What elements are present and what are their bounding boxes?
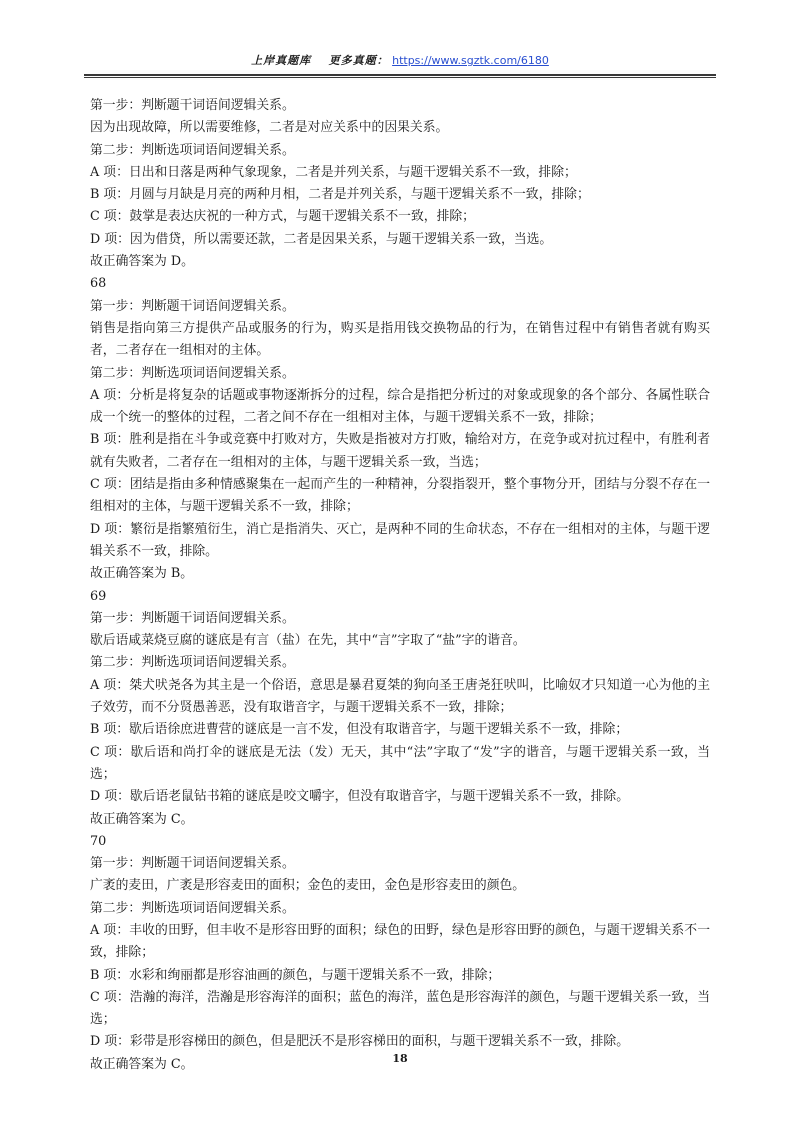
paragraph: C 项：浩瀚的海洋，浩瀚是形容海洋的面积；蓝色的海洋，蓝色是形容海洋的颜色，与题干逻辑关系一致，当选；: [90, 989, 710, 1028]
paragraph: 歇后语咸菜烧豆腐的谜底是有言（盐）在先，其中“言”字取了“盐”字的谐音。: [90, 633, 526, 649]
answer-line: 故正确答案为 D。: [90, 254, 194, 270]
answer-line: 故正确答案为 B。: [90, 566, 194, 582]
paragraph: 第一步：判断题干词语间逻辑关系。: [90, 98, 295, 113]
question-number: 70: [90, 833, 107, 849]
paragraph: A 项：日出和日落是两种气象现象，二者是并列关系，与题干逻辑关系不一致，排除；: [90, 164, 577, 180]
question-number: 69: [90, 588, 107, 604]
paragraph: 因为出现故障，所以需要维修，二者是对应关系中的因果关系。: [90, 120, 449, 136]
paragraph: B 项：月圆与月缺是月亮的两种月相，二者是并列关系，与题干逻辑关系不一致，排除；: [90, 187, 590, 203]
paragraph: 第二步：判断选项词语间逻辑关系。: [90, 365, 295, 381]
paragraph: D 项：彩带是形容梯田的颜色，但是肥沃不是形容梯田的面积，与题干逻辑关系不一致，排除。: [90, 1034, 629, 1050]
paragraph: D 项：因为借贷，所以需要还款，二者是因果关系，与题干逻辑关系一致，当选。: [90, 231, 553, 247]
paragraph: 第二步：判断选项词语间逻辑关系。: [90, 142, 295, 158]
answer-line: 故正确答案为 C。: [90, 811, 194, 827]
paragraph: D 项：繁衍是指繁殖衍生，消亡是指消失、灭亡，是两种不同的生命状态，不存在一组相对的主体，与题干逻辑关系不一致，排除。: [90, 521, 710, 559]
paragraph: 第一步：判断题干词语间逻辑关系。: [90, 298, 295, 314]
paragraph: 第一步：判断题干词语间逻辑关系。: [90, 856, 295, 872]
paragraph: 第二步：判断选项词语间逻辑关系。: [90, 655, 295, 671]
paragraph: D 项：歇后语老鼠钻书箱的谜底是咬文嚼字，但没有取谐音字，与题干逻辑关系不一致，排除。: [90, 789, 629, 805]
header-more-label: 更多真题：: [328, 54, 389, 67]
paragraph: 销售是指向第三方提供产品或服务的行为，购买是指用钱交换物品的行为，在销售过程中有销售者就有购买者，二者存在一组相对的主体。: [90, 320, 710, 359]
header-link[interactable]: https://www.sgztk.com/6180: [392, 54, 549, 67]
document-body: [90, 95, 710, 1076]
paragraph: B 项：胜利是指在斗争或竞赛中打败对方，失败是指被对方打败，输给对方，在竞争或对抗过程中，有胜利者就有失败者，二者存在一组相对的主体，与题干逻辑关系一致，当选；: [90, 432, 710, 470]
paragraph: C 项：团结是指由多种情感聚集在一起而产生的一种精神，分裂指裂开，整个事物分开，团结与分裂不存在一组相对的主体，与题干逻辑关系不一致，排除；: [90, 477, 710, 515]
paragraph: B 项：水彩和绚丽都是形容油画的颜色，与题干逻辑关系不一致，排除；: [90, 967, 501, 983]
page-header: [0, 54, 800, 68]
paragraph: 第一步：判断题干词语间逻辑关系。: [90, 610, 295, 626]
paragraph: A 项：分析是将复杂的话题或事物逐渐拆分的过程，综合是指把分析过的对象或现象的各个部分、各属性联合成一个统一的整体的过程，二者之间不存在一组相对主体，与题干逻辑关系不一致，排除；: [90, 387, 710, 426]
header-rule: [84, 74, 716, 78]
paragraph: C 项：鼓掌是表达庆祝的一种方式，与题干逻辑关系不一致，排除；: [90, 209, 475, 225]
answer-line: 故正确答案为 C。: [90, 1056, 194, 1072]
paragraph: C 项：歇后语和尚打伞的谜底是无法（发）无天，其中“法”字取了“发”字的谐音，与题干逻辑关系一致，当选；: [90, 744, 710, 782]
question-number: 68: [90, 276, 107, 292]
paragraph: A 项：丰收的田野，但丰收不是形容田野的面积；绿色的田野，绿色是形容田野的颜色，与题干逻辑关系不一致，排除；: [90, 922, 710, 961]
paragraph: A 项：桀犬吠尧各为其主是一个俗语，意思是暴君夏桀的狗向圣王唐尧狂吠叫，比喻奴才只知道一心为他的主子效劳，而不分贤愚善恶，没有取谐音字，与题干逻辑关系不一致，排除；: [90, 677, 710, 716]
paragraph: 广袤的麦田，广袤是形容麦田的面积；金色的麦田，金色是形容麦田的颜色。: [90, 878, 526, 894]
paragraph: B 项：歇后语徐庶进曹营的谜底是一言不发，但没有取谐音字，与题干逻辑关系不一致，排除；: [90, 722, 629, 738]
header-bank-label: 上岸真题库: [251, 54, 312, 67]
paragraph: 第二步：判断选项词语间逻辑关系。: [90, 900, 295, 916]
page-number: 18: [392, 1052, 408, 1065]
